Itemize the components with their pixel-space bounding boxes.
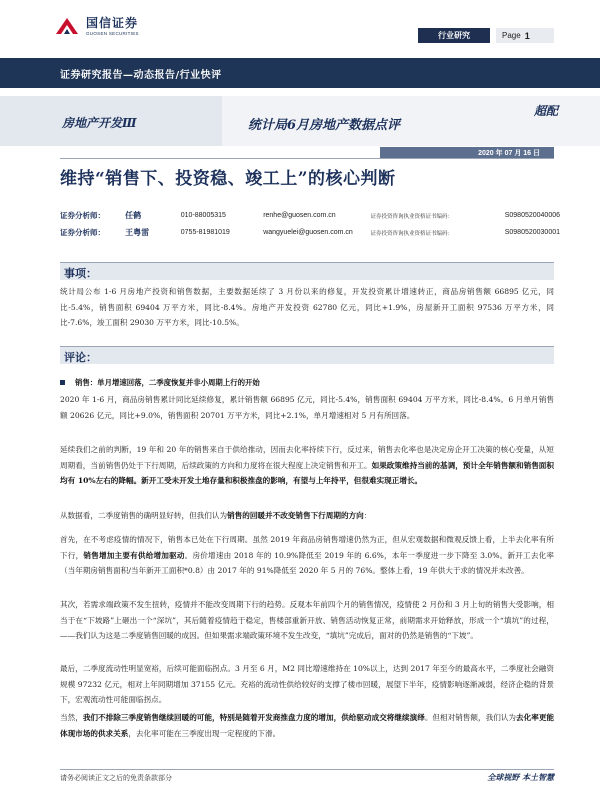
analyst-label: 证券分析师： (60, 211, 105, 220)
bullet-square-icon (60, 380, 65, 385)
page-indicator (496, 28, 554, 43)
report-type-band (0, 58, 600, 88)
category-tab: 行业研究 (418, 28, 490, 43)
brand-name-en: GUOSEN SECURITIES (86, 31, 139, 36)
paragraph-sales-data: 2020 年 1-6 月，商品房销售累计同比延续修复，累计销售额 66895 亿元，同比-5.4%，销售面积 69404 万平方米，同比-8.4%。6 月单月销售额 20626 亿元，同比+9.0%，销售面积 20701 万平方米，同比+2.1%，单月增速相对 5 月有所回落。 (60, 395, 554, 420)
events-section-heading (60, 262, 554, 280)
footer-divider (60, 769, 554, 770)
conclusion-text-c: ，去化率可能在三季度出现一定程度的下滑。 (128, 728, 281, 738)
analyst-phone: 0755-81981019 (180, 229, 230, 236)
analyst-label: 证券分析师： (60, 228, 105, 237)
report-title: 统计局6月房地产数据点评 (248, 118, 401, 133)
first-emphasis: 销售增加主要有供给增加驱动 (83, 550, 185, 560)
page-title: 维持“销售下、投资稳、竣工上”的核心判断 (60, 169, 396, 189)
rating-badge: 超配 (533, 104, 558, 118)
analyst-name: 任鹤 (125, 211, 142, 220)
analyst-cert-label: 证券投资咨询执业资格证书编码： (370, 230, 454, 237)
paragraph-last: 最后，二季度流动性明显宽裕，后续可能面临拐点。3 月至 6 月，M2 同比增速维持在 10%以上，达到 2017 年至今的最高水平，二季度社会融资规模 97232 亿元，相对上年同期增加 37155 亿元。充裕的流动性供给较好的支撑了楼市回暖，展望下半年，疫情影响逐渐减弱，经济企稳的背景下，宏观流动性可能面临拐点。 (60, 664, 554, 705)
logo-mark-icon (54, 14, 80, 36)
analyst-list (60, 207, 560, 241)
view-emphasis: 销售的回暖并不改变销售下行周期的方向 (227, 511, 364, 520)
analyst-cert-label: 证券投资咨询执业资格证书编码： (370, 213, 454, 220)
events-heading: 事项： (64, 267, 97, 280)
conclusion-text-a: 当然， (60, 713, 83, 722)
paragraph-conclusion (60, 710, 554, 741)
analyst-phone: 010-88005315 (180, 212, 226, 219)
paragraph-second: 其次，若需求端政策不发生扭转，疫情并不能改变周期下行的趋势。反观本年前四个月的销售情况，疫情使 2 月份和 3 月上旬的销售大受影响，相当于在“下坡路”上砸出一个“深坑”，其后随着疫情趋于稳定，售楼部重新开放、销售活动恢复正常，前期需求开始释放，形成一个“填坑”的过程，——我们认为这是二季度销售回暖的成因。但如果需求端政策环境不发生改变，“填坑”完成后，面对的仍然是销售的“下坡”。 (60, 600, 554, 641)
paragraph-judgment (60, 442, 554, 489)
view-text: 从数据看，二季度销售的确明显好转，但我们认为 (60, 511, 228, 520)
footer-slogan: 全球视野 本土智慧 (487, 772, 554, 782)
sales-subheading (60, 377, 260, 388)
report-type: 证券研究报告—动态报告/行业快评 (60, 70, 222, 81)
paragraph-first (60, 532, 554, 579)
first-text-a: 首先，在不考虑疫情的情况下，销售本已处在下行周期。虽然 2019 年商品房销售增速仍然为正，但从宏观数据和微观反馈上看，上半去化率有所下行， (60, 535, 554, 560)
sales-subheading-text: 销售：单月增速回落，二季度恢复并非小周期上行的开始 (75, 378, 260, 387)
analyst-row (60, 224, 560, 241)
conclusion-text-b: 。但相对销售额，我们认为 (424, 713, 517, 722)
analyst-row (60, 207, 560, 224)
paragraph-view (60, 508, 554, 524)
first-text-b: 。房价增速由 2018 年的 10.9%降低至 2019 年的 6.6%，本年一季度进一步下降至 3.0%。新开工去化率（当年期房销售面积/当年新开工面积*0.8）由 2017 年的 91%降低至 2020 年 5 月的 76%。整体上看，19 年供大于求的情况并未改善。 (60, 550, 554, 576)
analyst-email[interactable]: wangyuelei@guosen.com.cn (263, 229, 353, 236)
report-date: 2020 年 07 月 16 日 (380, 147, 554, 158)
page-label: Page (502, 31, 521, 40)
analyst-cert-number: S0980520040006 (504, 212, 560, 219)
view-colon: ： (363, 511, 372, 520)
conclusion-emphasis-b: 去化率更能体现市场的供求关系 (60, 713, 555, 738)
comments-section-heading (60, 346, 554, 364)
judgment-emphasis: 如果政策维持当前的基调，预计全年销售额和销售面积均有 10%左右的降幅。新开工受未开发土地存量和积极推盘的影响，有望与上年持平，但很难实现正增长。 (60, 460, 555, 486)
divider (60, 158, 554, 159)
brand-name-cn: 国信证券 (86, 16, 139, 30)
analyst-email[interactable]: renhe@guosen.com.cn (263, 212, 336, 219)
judgment-text: 延续我们之前的判断，19 年和 20 年的销售来自于供给推动，因而去化率持续下行，反过来，销售去化率也是决定房企开工决策的核心变量，从短周期看，当前销售仍处于下行周期，后续政策的方向和力度将在很大程度上决定销售和开工。 (60, 445, 554, 470)
company-logo (54, 14, 139, 36)
analyst-name: 王粤雷 (125, 228, 150, 237)
page-number: 1 (524, 30, 530, 41)
title-band (0, 96, 600, 146)
report-title-box (222, 96, 600, 146)
comments-heading: 评论： (64, 351, 97, 364)
conclusion-emphasis-a: 我们不排除三季度销售继续回暖的可能，特别是随着开发商推盘力度的增加，供给驱动成交将继续演绎 (82, 713, 425, 722)
events-text: 统计局公布 1-6 月房地产投资和销售数据，主要数据延续了 3 月份以来的修复，开发投资累计增速转正，商品房销售额 66895 亿元，同比-5.4%，销售面积 69404 万平方米，同比-8.4%。房地产开发投资 62780 亿元，同比+1.9%，房屋新开工面积 97536 万平方米，同比-7.6%，竣工面积 29030 万平方米，同比-10.5%。 (60, 287, 554, 328)
sector-name: 房地产开发Ⅲ (62, 116, 137, 130)
sector-box (0, 96, 222, 146)
footer-disclaimer: 请务必阅读正文之后的免责条款部分 (60, 774, 172, 782)
analyst-cert-number: S0980520030001 (504, 229, 560, 236)
